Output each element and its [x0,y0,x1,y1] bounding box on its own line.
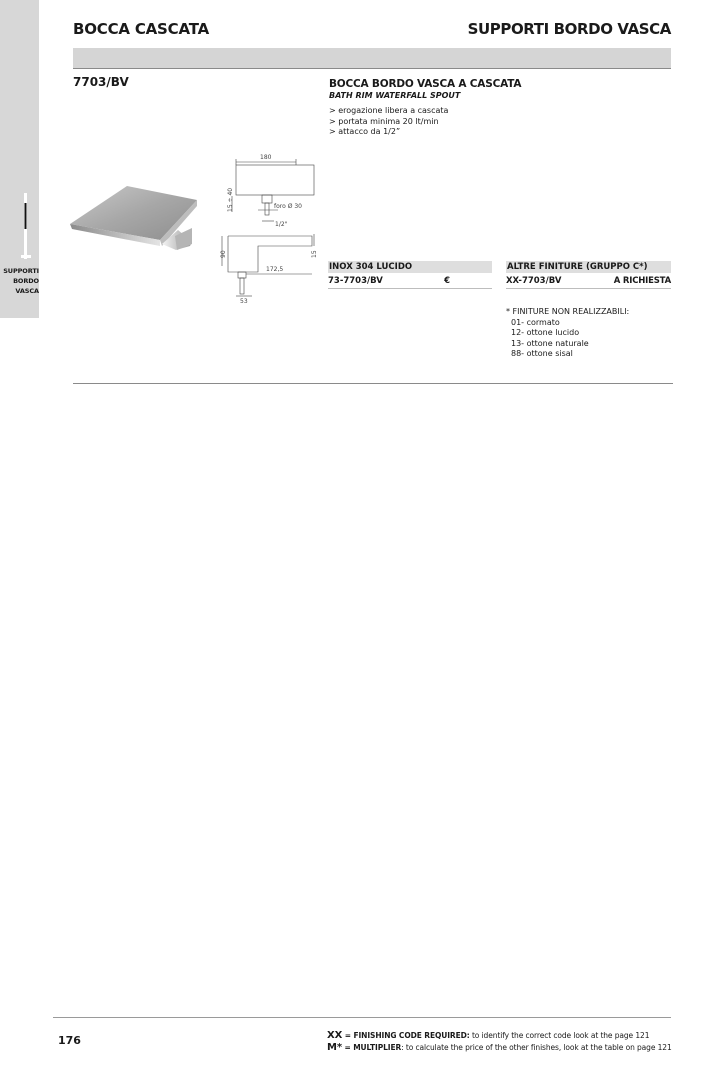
sidebar-label-line: SUPPORTI [3,267,39,275]
dim-base-label: 53 [240,298,248,305]
dim-depth-label: 172,5 [266,266,284,273]
finish-standard-code: 73-7703/BV [328,276,383,286]
sidebar-label-line: VASCA [15,287,39,295]
header-bar [73,48,671,69]
dim-height-label: 90 [220,250,227,258]
feature-item: > portata minima 20 lt/min [329,116,439,126]
dim-width-label: 180 [260,154,272,161]
finish-other-row [506,275,671,289]
footer-note-finishing [327,1030,649,1041]
feature-list [329,106,448,138]
product-title: BOCCA BORDO VASCA A CASCATA [329,78,522,90]
note-item: 01- cormato [511,317,560,327]
price-on-request: A RICHIESTA [613,276,671,286]
unavailable-finishes-note [506,307,629,360]
product-subtitle: BATH RIM WATERFALL SPOUT [329,91,461,100]
feature-item: > erogazione libera a cascata [329,106,449,115]
product-photo [50,170,210,290]
spout-icon [20,193,32,259]
footer-key: XX [327,1030,343,1041]
thread-label: 1/2" [275,221,288,228]
footer-key: M* [327,1042,342,1053]
footer-label: = MULTIPLIER [341,1043,402,1052]
price-currency: € [444,276,450,286]
feature-item: > attacco da 1/2” [329,127,401,136]
technical-drawing [218,150,328,310]
footer-text: : to calculate the price of the other finishes, look at the table on page 121 [401,1043,672,1052]
finish-standard-row [328,275,492,289]
footer-label: = FINISHING CODE REQUIRED: [342,1031,470,1040]
section-divider [73,383,673,384]
dim-range-label: 15 ÷ 40 [227,187,234,212]
footer-note-multiplier [327,1042,672,1053]
hole-label: foro Ø 30 [274,203,302,210]
footer-divider [53,1017,671,1018]
note-item: 88- ottone sisal [511,349,573,358]
finish-other-code: XX-7703/BV [506,276,562,286]
sidebar-section-label [0,266,39,296]
note-title: * FINITURE NON REALIZZABILI: [506,307,630,316]
page-number: 176 [58,1034,81,1047]
footer-text: to identify the correct code look at the page 121 [469,1031,650,1040]
finish-standard-header: INOX 304 LUCIDO [328,261,492,273]
note-item: 13- ottone naturale [511,338,589,348]
finish-other-header: ALTRE FINITURE (GRUPPO C*) [506,261,671,273]
section-title: SUPPORTI BORDO VASCA [467,20,671,38]
dim-edge-label: 15 [311,250,318,258]
product-code: 7703/BV [73,75,129,89]
note-item: 12- ottone lucido [511,328,580,337]
sidebar-label-line: BORDO [13,277,39,285]
page-title: BOCCA CASCATA [73,20,209,38]
